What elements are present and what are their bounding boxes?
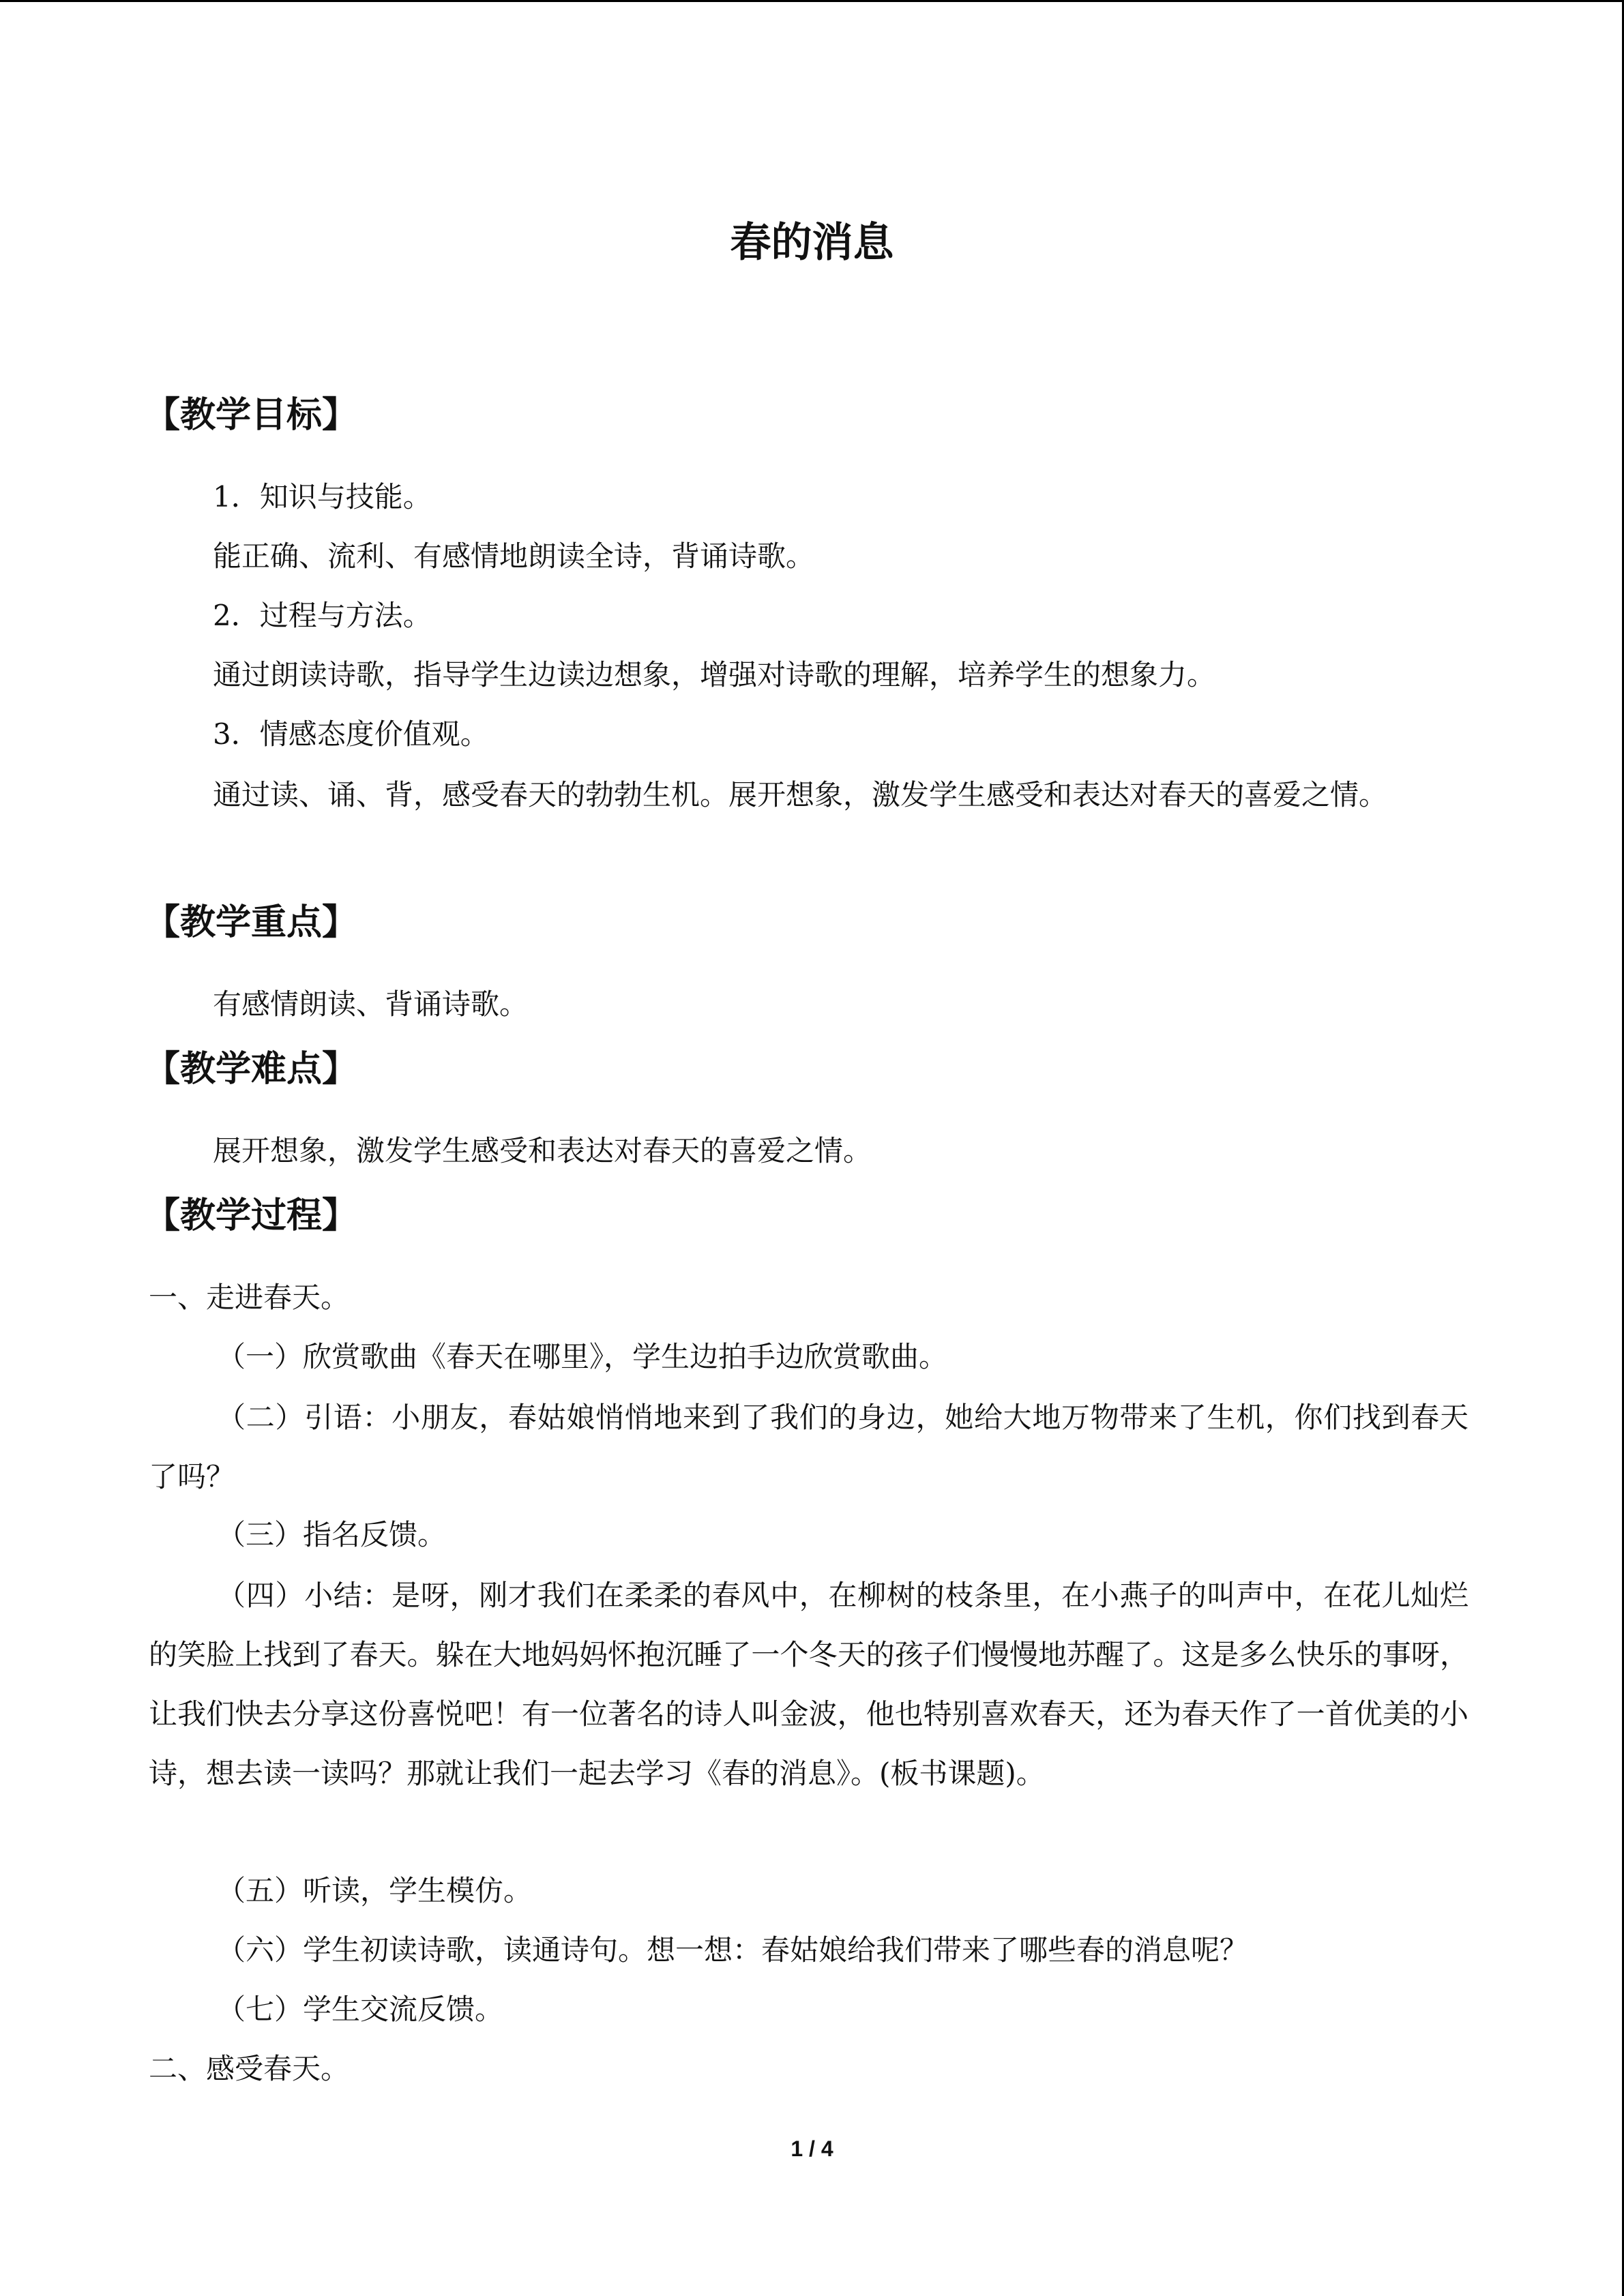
process-section-2: 二、感受春天。	[149, 2052, 350, 2085]
objective-line-5: 3．情感态度价值观。	[213, 717, 489, 751]
document-title: 春的消息	[730, 219, 894, 267]
process-step-2: （二）引语：小朋友，春姑娘悄悄地来到了我们的身边，她给大地万物带来了生机，你们找到春天了吗？	[149, 1401, 1468, 1493]
process-step-4: （四）小结：是呀，刚才我们在柔柔的春风中，在柳树的枝条里，在小燕子的叫声中，在花儿灿烂的笑脸上找到了春天。躲在大地妈妈怀抱沉睡了一个冬天的孩子们慢慢地苏醒了。这是多么快乐的事呀，让我们快去分享这份喜悦吧！有一位著名的诗人叫金波，他也特别喜欢春天，还为春天作了一首优美的小诗，想去读一读吗？那就让我们一起去学习《春的消息》。(板书课题)。	[149, 1579, 1468, 1790]
process-step-3: （三）指名反馈。	[217, 1518, 447, 1551]
objective-line-1: 1．知识与技能。	[213, 480, 432, 513]
process-step-1: （一）欣赏歌曲《春天在哪里》，学生边拍手边欣赏歌曲。	[217, 1340, 948, 1373]
difficulties-text: 展开想象，激发学生感受和表达对春天的喜爱之情。	[213, 1134, 872, 1167]
key-points-heading: 【教学重点】	[145, 902, 358, 943]
objectives-heading: 【教学目标】	[145, 395, 358, 436]
process-step-7: （七）学生交流反馈。	[217, 1993, 504, 2026]
difficulties-heading: 【教学难点】	[145, 1049, 358, 1090]
objective-line-3: 2．过程与方法。	[213, 599, 432, 632]
objective-line-4: 通过朗读诗歌，指导学生边读边想象，增强对诗歌的理解，培养学生的想象力。	[213, 658, 1216, 691]
process-step-6: （六）学生初读诗歌，读通诗句。想一想：春姑娘给我们带来了哪些春的消息呢？	[217, 1933, 1249, 1967]
process-section-1: 一、走进春天。	[149, 1281, 350, 1314]
objective-line-2: 能正确、流利、有感情地朗读全诗，背诵诗歌。	[213, 539, 815, 573]
process-step-5: （五）听读，学生模仿。	[217, 1874, 533, 1907]
page-number: 1 / 4	[791, 2136, 833, 2161]
objective-line-6: 通过读、诵、背，感受春天的勃勃生机。展开想象，激发学生感受和表达对春天的喜爱之情。	[213, 778, 1388, 811]
key-points-text: 有感情朗读、背诵诗歌。	[213, 987, 529, 1021]
process-heading: 【教学过程】	[145, 1195, 358, 1236]
